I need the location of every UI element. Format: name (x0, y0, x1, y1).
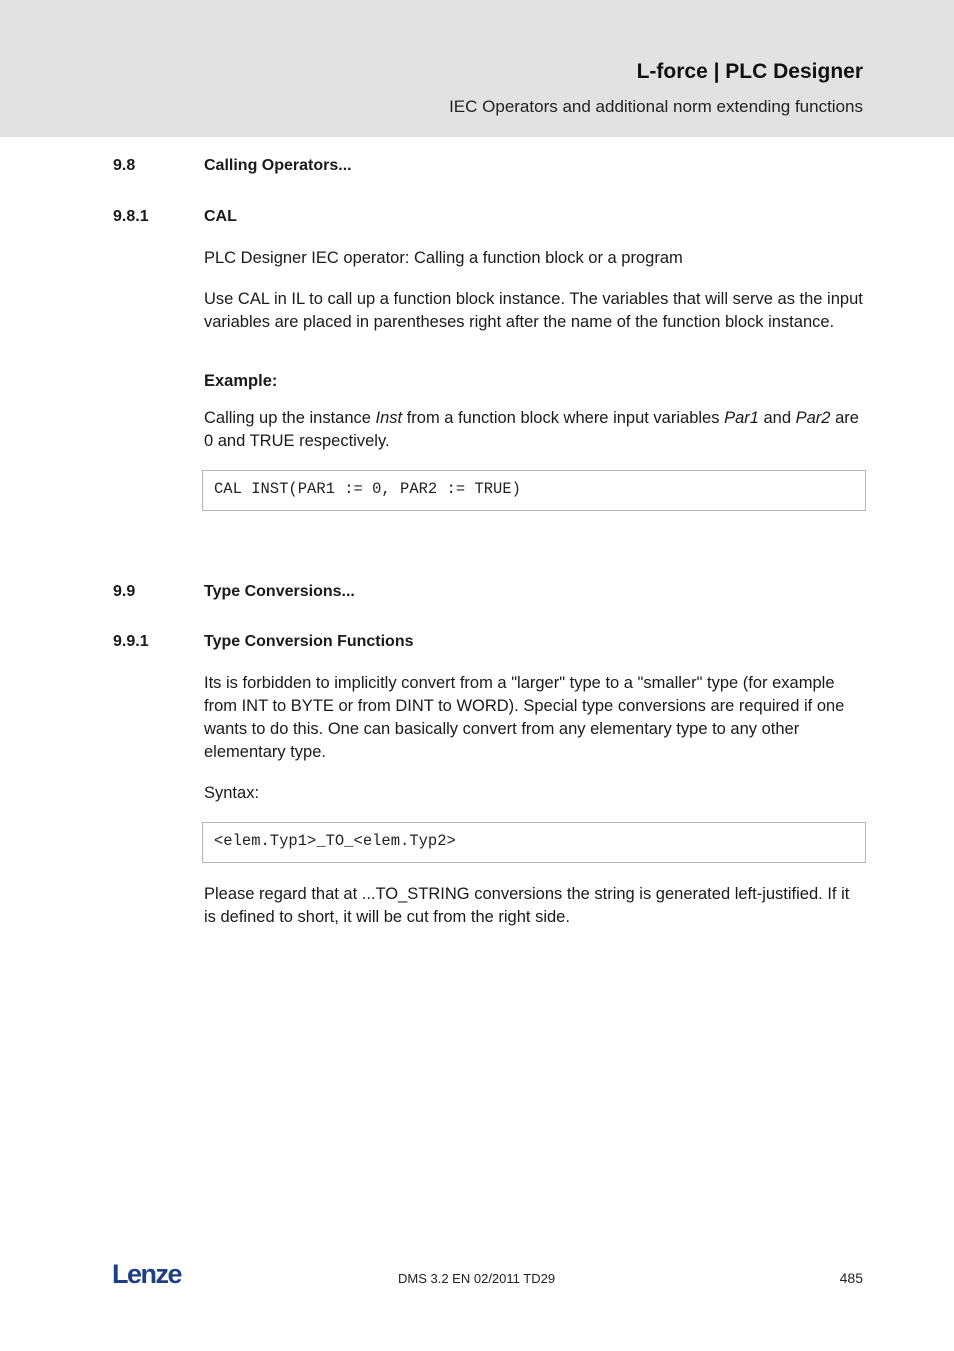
section-number-9-9: 9.9 (113, 583, 136, 600)
cal-intro: PLC Designer IEC operator: Calling a function block or a program (204, 249, 683, 267)
lenze-logo: Lenze (112, 1259, 182, 1289)
example-inst: Inst (375, 409, 403, 427)
example-text-part: are 0 and TRUE respectively. (204, 409, 859, 450)
syntax-label: Syntax: (204, 784, 260, 802)
cal-description: Use CAL in IL to call up a function block instance. The variables that will serve as the input variables are placed in parentheses right after the name of the function block instance. (204, 290, 863, 331)
example-par2: Par2 (795, 409, 831, 427)
header-subtitle: IEC Operators and additional norm extending functions (449, 97, 863, 116)
to-string-note: Please regard that at ...TO_STRING conversions the string is generated left-justified. If it is defined to short, it will be cut from the right side. (204, 885, 850, 926)
example-par1: Par1 (724, 409, 759, 427)
section-number-9-8: 9.8 (113, 157, 136, 174)
section-number-9-9-1: 9.9.1 (113, 633, 149, 650)
footer-doc-id: DMS 3.2 EN 02/2011 TD29 (398, 1271, 556, 1286)
section-number-9-8-1: 9.8.1 (113, 208, 149, 225)
conversion-description: Its is forbidden to implicitly convert from a "larger" type to a "smaller" type (for example from INT to BYTE or from DINT to WORD). Special type conversions are required if one wants to do this. One can basically convert from any elementary type to any other elementary type. (204, 674, 845, 761)
section-title-9-8: Calling Operators... (204, 157, 352, 174)
section-title-9-9-1: Type Conversion Functions (204, 633, 414, 650)
example-text-part: Calling up the instance (204, 409, 376, 427)
example-text-part: and (758, 409, 796, 427)
cal-code-box (202, 470, 866, 511)
syntax-code-box (202, 822, 866, 863)
syntax-code: <elem.Typ1>_TO_<elem.Typ2> (214, 832, 456, 850)
page-number: 485 (839, 1270, 863, 1286)
example-text (204, 407, 864, 453)
section-title-9-8-1: CAL (204, 208, 237, 225)
cal-code: CAL INST(PAR1 := 0, PAR2 := TRUE) (214, 480, 521, 498)
section-title-9-9: Type Conversions... (204, 583, 355, 600)
example-text-part: from a function block where input variables (402, 409, 725, 427)
header-title: L-force | PLC Designer (636, 60, 863, 83)
page-header (0, 0, 954, 137)
example-label: Example: (204, 372, 278, 390)
